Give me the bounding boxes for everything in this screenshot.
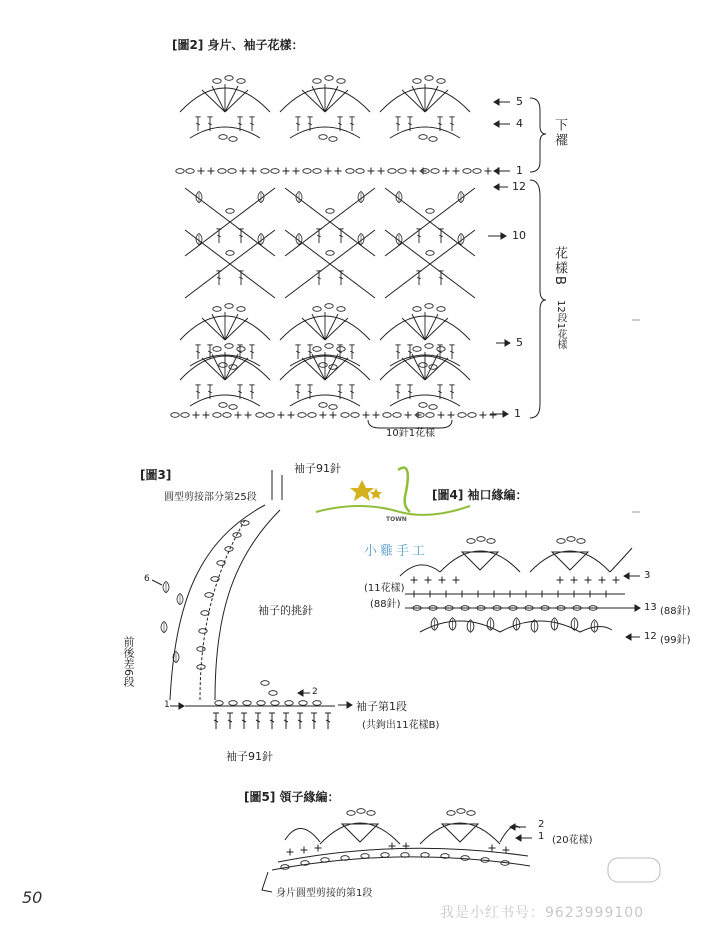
fig3-chart <box>152 470 352 729</box>
fig2-chart <box>171 76 546 428</box>
fig2-row-label-1b: 1 <box>514 407 521 420</box>
fig2-row-1b <box>261 168 342 175</box>
fig4-row12: 12 <box>644 631 657 642</box>
fig4-title: [圖4] 袖口緣編： <box>432 488 528 502</box>
fig3-center: 袖子的挑針 <box>258 604 313 617</box>
fig4-row13: 13 <box>644 602 657 613</box>
watermark: 我是小红书号：9623999100 <box>440 905 645 921</box>
fig2-title: [圖2] 身片、袖子花樣： <box>172 38 304 52</box>
fig5-chart <box>262 809 532 892</box>
fig4-fan-1 <box>440 537 520 572</box>
fig3-front-back: 前後差6段 <box>122 636 135 687</box>
fig2-section-pattern: 花樣B <box>552 246 567 287</box>
fig2-fan-2 <box>280 76 370 142</box>
fig2-section-note: 12段1花樣 <box>555 300 566 350</box>
fig3-title: [圖3] <box>140 468 172 482</box>
fig5-row1: 1 <box>538 831 545 842</box>
star-icon <box>350 480 374 501</box>
brace-lower <box>530 98 546 172</box>
fig3-sleeve-row1: 袖子第1段 <box>356 700 407 713</box>
fig2-repeat-note: 10針1花樣 <box>386 428 436 439</box>
fig3-sleeve-bottom: 袖子91針 <box>226 750 273 763</box>
fig2-fan-1 <box>180 76 270 142</box>
fig4-row13-note: (88針) <box>660 606 691 617</box>
fig2-diamond-5 <box>285 230 375 298</box>
fig5-row1-note: (20花樣) <box>552 835 593 846</box>
fig5-fan-2 <box>420 809 500 844</box>
fig5-fan-1 <box>320 809 400 844</box>
fig4-chart <box>400 537 640 640</box>
fig2-fan-3 <box>380 76 470 142</box>
fig2-fan-9 <box>380 344 470 410</box>
fig3-row6: 6 <box>144 574 150 584</box>
fig5-title: [圖5] 領子緣編： <box>244 790 340 804</box>
logo-brand: TOWN <box>386 516 407 523</box>
fig2-diamond-4 <box>185 230 275 298</box>
fig2-row-bottom-d <box>416 412 497 419</box>
fig4-left-a: (11花樣) <box>364 583 405 594</box>
fig2-diamond-1 <box>185 188 275 256</box>
fig2-fan-8 <box>280 344 370 410</box>
page-number: 50 <box>22 888 43 907</box>
fig4-fan-2 <box>530 537 610 572</box>
logo-name: 小雞手工 <box>364 544 429 559</box>
fig2-diamond-6 <box>385 230 475 298</box>
fig3-sleeve-pickup: (共鉤出11花樣B) <box>362 720 440 731</box>
fig2-fan-7 <box>180 344 270 410</box>
fig2-row-1 <box>176 168 257 175</box>
fig2-row-label-4: 4 <box>516 117 523 130</box>
fig5-row2: 2 <box>538 819 545 830</box>
fig2-diamond-3 <box>385 188 475 256</box>
fig4-row12-note: (99針) <box>660 635 691 646</box>
fig2-row-label-5: 5 <box>516 95 523 108</box>
fig2-row-label-12: 12 <box>512 180 526 193</box>
fig3-row1: 1 <box>164 700 170 710</box>
fig5-base: 身片圓型剪接的第1段 <box>276 888 373 899</box>
fig2-section-lower: 下襬 <box>552 118 567 148</box>
fig2-row-label-5b: 5 <box>516 336 523 349</box>
fig3-raglan: 圓型剪接部分第25段 <box>164 492 257 503</box>
fig2-row-bottom-c <box>341 412 422 419</box>
fig2-row-label-1: 1 <box>516 164 523 177</box>
fig2-row-bottom <box>171 412 252 419</box>
fig2-row-bottom-b <box>256 412 337 419</box>
fig3-sleeve-top: 袖子91針 <box>294 462 341 475</box>
fig2-diamond-2 <box>285 188 375 256</box>
fig3-row2: 2 <box>312 687 318 697</box>
corner-badge <box>608 858 660 882</box>
brace-pattern <box>530 180 546 418</box>
fig2-row-1c <box>346 168 427 175</box>
fig2-row-label-10: 10 <box>512 229 526 242</box>
fig4-left-b: (88針) <box>370 599 401 610</box>
fig4-row3: 3 <box>644 570 651 581</box>
fig2-row-1d <box>421 168 502 175</box>
